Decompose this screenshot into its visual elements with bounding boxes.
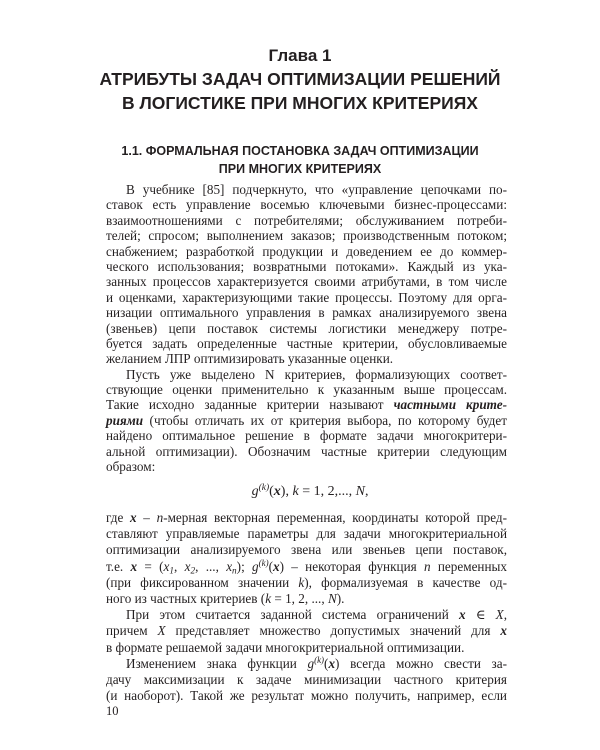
- text-line: [106, 397, 507, 412]
- text-segment: g: [307, 655, 315, 671]
- text-line: желанием ЛПР оптимизировать указанные оценки.: [106, 351, 394, 367]
- text-segment: причем: [106, 623, 158, 639]
- text-segment: x: [226, 558, 233, 574]
- text-segment: g: [251, 484, 259, 499]
- text-line: [106, 510, 507, 526]
- text-line: В учебнике [85] подчеркнуто, что «управление цепочками по-: [126, 182, 507, 197]
- section-heading-line: ПРИ МНОГИХ КРИТЕРИЯХ: [218, 162, 382, 176]
- text-line: ставляют управляемые параметры для задачи многокритериальной: [106, 526, 507, 542]
- text-segment: (: [269, 484, 274, 499]
- text-segment: (k): [258, 482, 270, 493]
- text-line: [106, 607, 507, 623]
- body-text-block: [106, 510, 507, 704]
- text-segment: (при фиксированном значении: [106, 574, 299, 590]
- text-segment: переменных: [430, 558, 507, 574]
- text-segment: При этом считается заданной система ограничений: [126, 607, 459, 623]
- text-segment: k: [298, 574, 305, 590]
- text-segment: = 1, 2, ...,: [271, 590, 328, 606]
- text-segment: ,: [503, 607, 507, 623]
- body-text-block: [106, 182, 507, 474]
- text-line: взаимоотношениями с потребителями; обслуживанием потреби-: [106, 212, 507, 228]
- text-line: буется задать определенные частные критерии, обусловливаемые: [106, 335, 507, 351]
- text-segment: x: [500, 623, 508, 639]
- text-segment: x: [273, 484, 281, 499]
- text-line: [106, 591, 507, 607]
- text-line: дачу максимизации к задаче минимизации частного критерия: [106, 671, 507, 687]
- text-segment: ,: [364, 484, 369, 499]
- text-segment: т.е.: [106, 558, 131, 574]
- page-number: 10: [106, 704, 119, 718]
- text-line: альной оптимизации). Обозначим частные критерии следующим: [106, 443, 507, 459]
- text-segment: = 1, 2,...,: [298, 484, 356, 499]
- chapter-title-line: В ЛОГИСТИКЕ ПРИ МНОГИХ КРИТЕРИЯХ: [122, 93, 478, 113]
- text-line: оптимизации анализируемого звена или звеньев цепи поставок,: [106, 542, 507, 558]
- text-segment: ),: [280, 484, 293, 499]
- section-heading-line: 1.1. ФОРМАЛЬНАЯ ПОСТАНОВКА ЗАДАЧ ОПТИМИЗАЦИИ: [121, 144, 479, 158]
- text-segment: (чтобы отличать их от критерия выбора, по которому будет: [143, 412, 507, 428]
- text-segment: представляет множество допустимых значений для: [165, 623, 501, 639]
- text-line: снабжением; разработкой продукции и доведением ее до коммер-: [106, 243, 507, 259]
- text-segment: N: [327, 590, 337, 606]
- text-segment: (: [268, 558, 273, 574]
- text-segment: x: [130, 558, 138, 574]
- text-line: ческого использования; возвратными потоками». Каждый из ука-: [106, 258, 507, 274]
- text-line: [106, 656, 507, 672]
- text-segment: –: [136, 510, 157, 525]
- text-segment: 2: [190, 565, 196, 576]
- text-segment: );: [236, 558, 253, 574]
- text-line: (и наоборот). Такой же результат можно получить, например, если: [106, 688, 507, 704]
- text-segment: ) – некоторая функция: [279, 558, 424, 574]
- text-segment: X: [495, 607, 504, 623]
- text-segment: где: [106, 510, 131, 525]
- text-segment: ) всегда можно свести за-: [335, 655, 507, 671]
- text-segment: Изменением знака функции: [126, 655, 308, 671]
- text-line: Пусть уже выделено N критериев, формализующих соответ-: [126, 366, 507, 382]
- text-segment: x: [328, 655, 336, 671]
- chapter-label: Глава 1: [268, 46, 332, 65]
- text-segment: частными крите-: [393, 397, 507, 413]
- text-line: и оценками, характеризующими такие процессы. Поэтому для орга-: [106, 289, 507, 305]
- text-segment: риями: [106, 412, 144, 428]
- text-line: ствующие оценки применительно к указанным выше процессам.: [106, 382, 507, 398]
- text-segment: Такие исходно заданные критерии называют: [106, 397, 394, 413]
- text-line: найдено оптимальное решение в формате задачи многокритери-: [106, 428, 507, 444]
- text-line: телей; спросом; выполнением заказов; производственным потоком;: [106, 228, 507, 244]
- text-segment: x: [273, 558, 280, 574]
- text-segment: ), формализуемая в качестве од-: [304, 574, 507, 590]
- text-segment: ∈: [465, 607, 496, 623]
- text-line: занных процессов характеризуется своими атрибутами, в том числе: [106, 274, 507, 290]
- text-segment: ).: [336, 590, 345, 606]
- text-segment: (: [324, 655, 329, 671]
- text-segment: n: [232, 565, 237, 576]
- text-segment: x: [458, 607, 466, 623]
- text-line: ставок есть управление восемью ключевыми бизнес-процессами:: [106, 197, 507, 213]
- formula: [10, 482, 600, 502]
- text-segment: (k): [314, 654, 325, 665]
- text-segment: N: [355, 484, 365, 499]
- text-segment: X: [157, 623, 166, 639]
- text-segment: ного из частных критериев (: [106, 590, 266, 606]
- text-segment: , ...,: [195, 558, 227, 574]
- text-line: [106, 575, 507, 591]
- text-segment: n: [156, 510, 164, 525]
- text-segment: = (: [137, 558, 164, 574]
- text-segment: n: [423, 558, 431, 574]
- text-segment: ,: [174, 558, 185, 574]
- text-segment: x: [163, 558, 170, 574]
- text-segment: x: [184, 558, 191, 574]
- text-line: (звеньев) цепи поставок системы логистики менеджеру потре-: [106, 320, 507, 336]
- text-line: [106, 559, 507, 575]
- text-line: в формате решаемой задачи многокритериальной оптимизации.: [106, 639, 465, 655]
- text-line: низации оптимального управления в рамках анализируемого звена: [106, 305, 507, 321]
- text-segment: g: [252, 558, 259, 574]
- text-line: образом:: [106, 459, 156, 475]
- text-line: [106, 623, 507, 639]
- text-segment: k: [292, 484, 299, 499]
- chapter-title-line: АТРИБУТЫ ЗАДАЧ ОПТИМИЗАЦИИ РЕШЕНИЙ: [99, 69, 501, 89]
- text-segment: x: [130, 510, 137, 525]
- text-segment: (k): [258, 557, 269, 568]
- text-segment: k: [265, 590, 272, 606]
- text-segment: -мерная векторная переменная, координаты которой пред-: [163, 510, 507, 525]
- text-line: [106, 413, 507, 428]
- text-segment: 1: [169, 565, 175, 576]
